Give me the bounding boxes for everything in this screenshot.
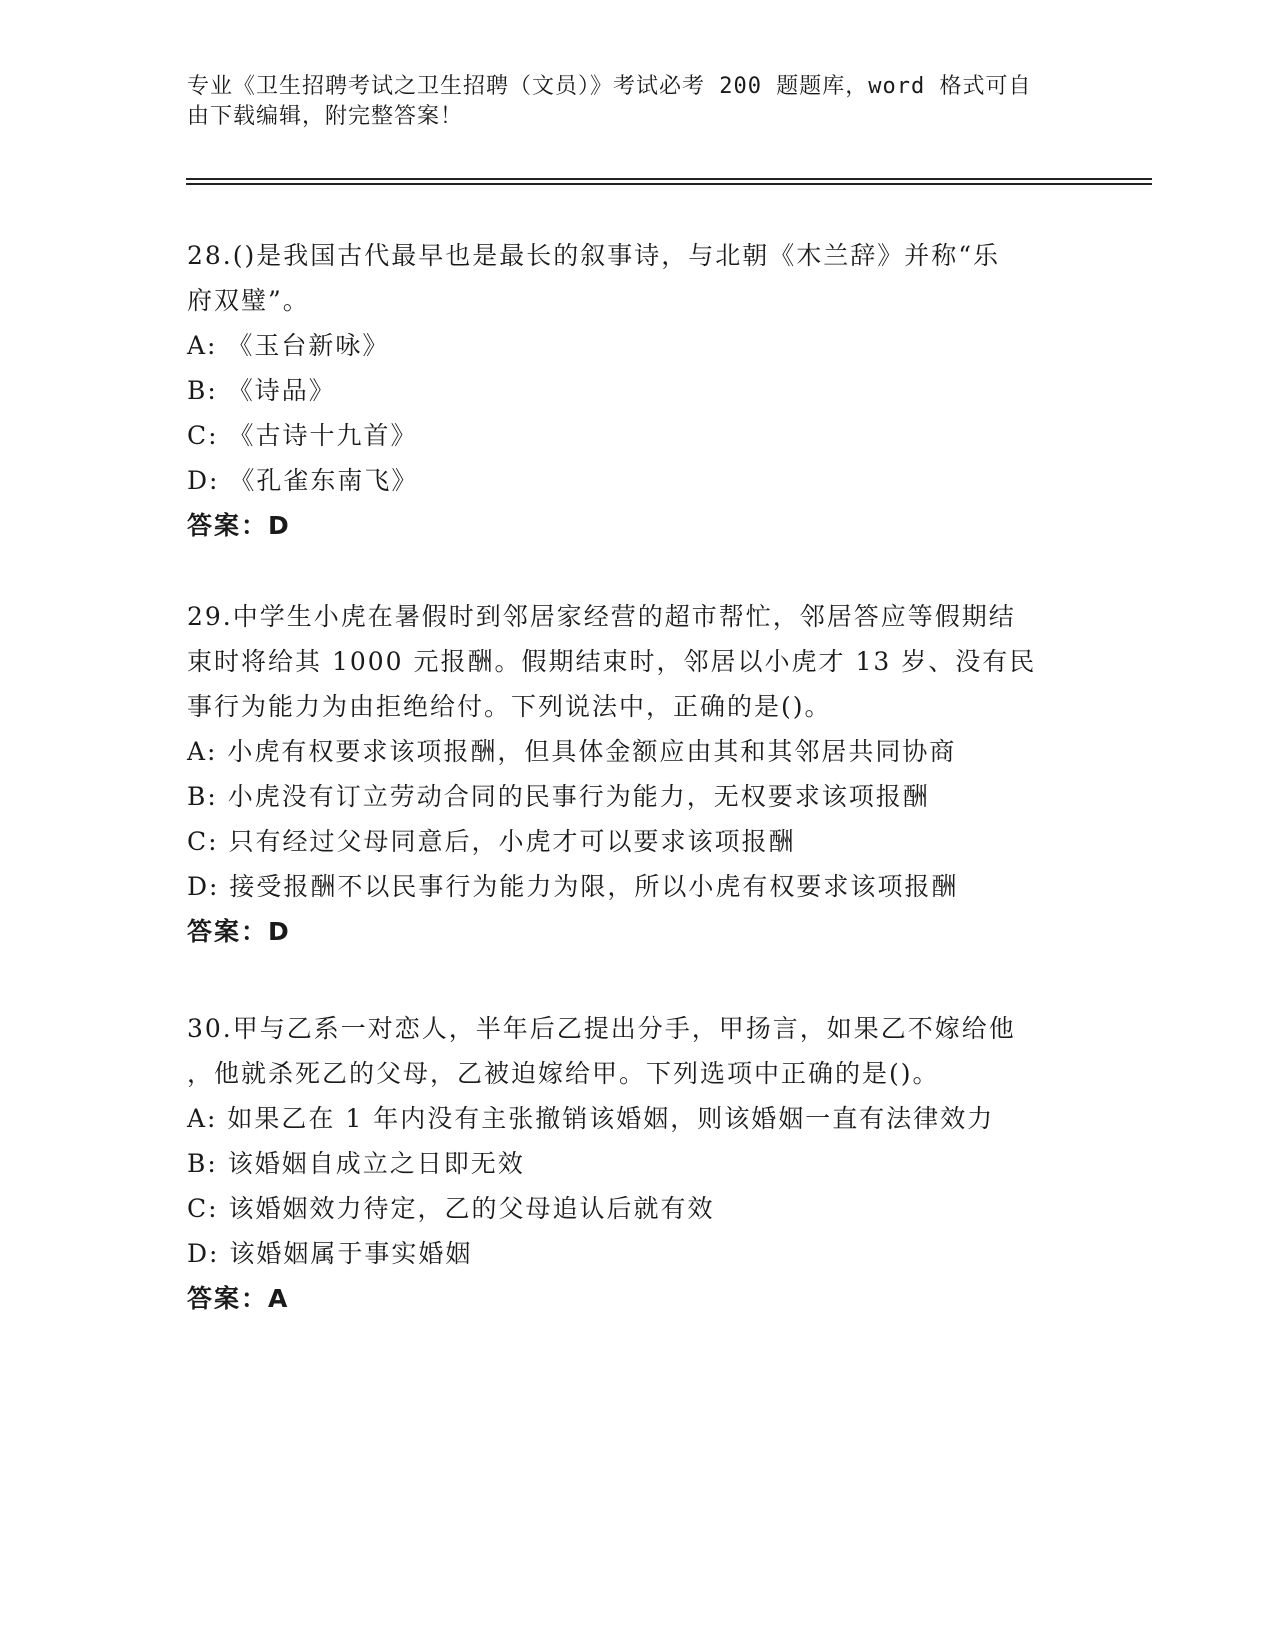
option-c: C: 只有经过父母同意后，小虎才可以要求该项报酬 (187, 827, 796, 856)
header-line-1: 专业《卫生招聘考试之卫生招聘（文员）》考试必考 200 题题库，word 格式可自 (187, 74, 1032, 99)
question-text-line: 事行为能力为由拒绝给付。下列说法中，正确的是()。 (187, 692, 832, 721)
header-line-2: 由下载编辑，附完整答案！ (187, 104, 464, 129)
question-text-line: 府双璧”。 (187, 286, 310, 315)
question-text-line: 30.甲与乙系一对恋人，半年后乙提出分手，甲扬言，如果乙不嫁给他 (187, 1014, 1016, 1043)
question-text-line: 束时将给其 1000 元报酬。假期结束时，邻居以小虎才 13 岁、没有民 (187, 647, 1037, 676)
option-a: A: 《玉台新咏》 (187, 331, 390, 360)
answer-line: 答案：D (187, 917, 291, 946)
option-b: B: 小虎没有订立劳动合同的民事行为能力，无权要求该项报酬 (187, 782, 930, 811)
option-b: B: 该婚姻自成立之日即无效 (187, 1149, 525, 1178)
question-text-line: 28.()是我国古代最早也是最长的叙事诗，与北朝《木兰辞》并称“乐 (187, 241, 1001, 270)
option-c: C: 《古诗十九首》 (187, 421, 418, 450)
option-a: A: 如果乙在 1 年内没有主张撤销该婚姻，则该婚姻一直有法律效力 (187, 1104, 995, 1133)
option-d: D: 接受报酬不以民事行为能力为限，所以小虎有权要求该项报酬 (187, 872, 959, 901)
option-d: D: 《孔雀东南飞》 (187, 466, 419, 495)
document-header (187, 72, 1067, 132)
question-29 (187, 594, 1087, 954)
option-b: B: 《诗品》 (187, 376, 336, 405)
option-d: D: 该婚姻属于事实婚姻 (187, 1239, 473, 1268)
question-text-line: ，他就杀死乙的父母，乙被迫嫁给甲。下列选项中正确的是()。 (187, 1059, 940, 1088)
header-divider-top (186, 178, 1152, 180)
answer-line: 答案：D (187, 511, 291, 540)
answer-line: 答案：A (187, 1284, 290, 1313)
question-30 (187, 1006, 1087, 1321)
option-c: C: 该婚姻效力待定，乙的父母追认后就有效 (187, 1194, 715, 1223)
option-a: A: 小虎有权要求该项报酬，但具体金额应由其和其邻居共同协商 (187, 737, 957, 766)
header-divider-bottom (186, 183, 1152, 185)
question-28 (187, 233, 1087, 548)
question-text-line: 29.中学生小虎在暑假时到邻居家经营的超市帮忙，邻居答应等假期结 (187, 602, 1016, 631)
